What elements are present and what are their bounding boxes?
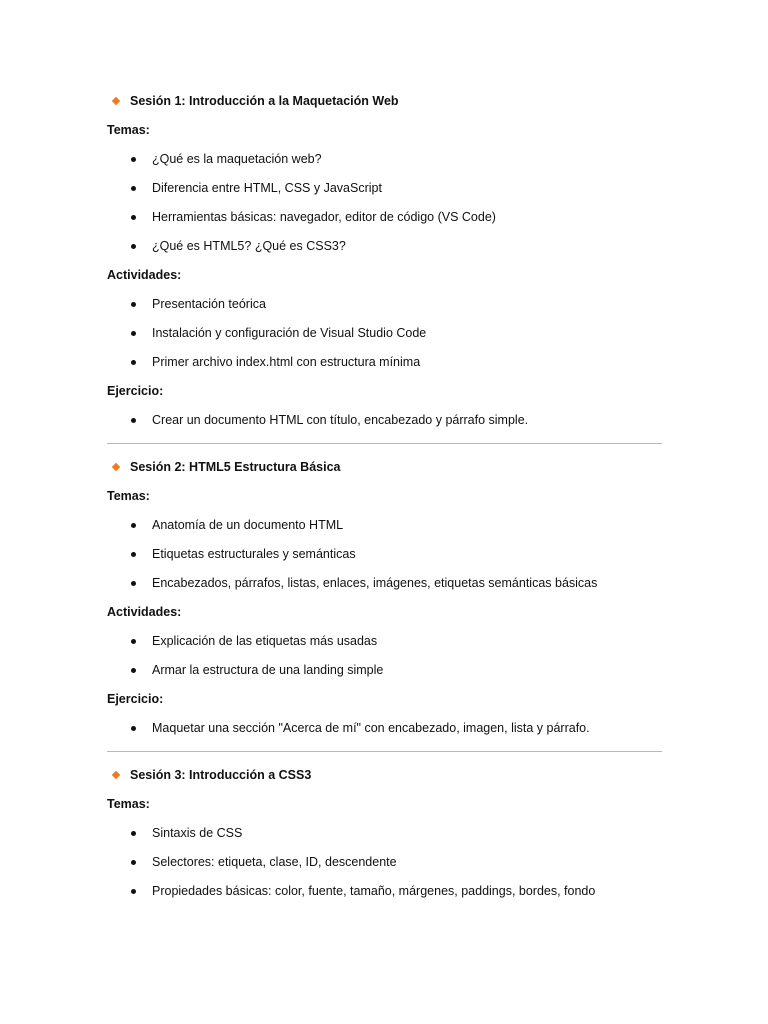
list-item-text: Encabezados, párrafos, listas, enlaces, imágenes, etiquetas semánticas básicas	[152, 576, 598, 590]
list-item	[107, 514, 662, 536]
bullet-icon	[131, 418, 136, 423]
bullet-icon	[131, 668, 136, 673]
list-item-text: Herramientas básicas: navegador, editor de código (VS Code)	[152, 210, 496, 224]
temas-label: Temas:	[107, 123, 150, 137]
bullet-icon	[131, 186, 136, 191]
list-item-text: Primer archivo index.html con estructura mínima	[152, 355, 421, 369]
actividades-label: Actividades:	[107, 268, 182, 282]
list-item	[107, 822, 662, 844]
ejercicio-label: Ejercicio:	[107, 692, 164, 706]
list-item	[107, 235, 662, 257]
document-content	[107, 90, 662, 909]
list-item-text: Crear un documento HTML con título, encabezado y párrafo simple.	[152, 413, 529, 427]
list-item	[107, 351, 662, 373]
list-item-text: Explicación de las etiquetas más usadas	[152, 634, 378, 648]
session-2	[107, 456, 662, 739]
session-title-text: Sesión 1: Introducción a la Maquetación Web	[130, 94, 399, 108]
list-item	[107, 409, 662, 431]
list-item-text: Maquetar una sección "Acerca de mí" con encabezado, imagen, lista y párrafo.	[152, 721, 590, 735]
list-item	[107, 148, 662, 170]
session-title	[107, 764, 662, 786]
session-title-text: Sesión 3: Introducción a CSS3	[130, 768, 312, 782]
list-item	[107, 851, 662, 873]
temas-label: Temas:	[107, 489, 150, 503]
list-item	[107, 177, 662, 199]
ejercicio-list	[107, 409, 662, 431]
list-item	[107, 630, 662, 652]
bullet-icon	[131, 889, 136, 894]
section-divider	[107, 751, 662, 752]
bullet-icon	[131, 215, 136, 220]
list-item	[107, 717, 662, 739]
actividades-label: Actividades:	[107, 605, 182, 619]
list-item	[107, 322, 662, 344]
bullet-icon	[131, 244, 136, 249]
session-1	[107, 90, 662, 431]
list-item-text: Etiquetas estructurales y semánticas	[152, 547, 356, 561]
list-item-text: ¿Qué es HTML5? ¿Qué es CSS3?	[152, 239, 346, 253]
bullet-icon	[131, 639, 136, 644]
diamond-icon	[112, 463, 120, 471]
diamond-icon	[112, 771, 120, 779]
list-item	[107, 206, 662, 228]
list-item	[107, 543, 662, 565]
bullet-icon	[131, 860, 136, 865]
session-title	[107, 456, 662, 478]
ejercicio-list	[107, 717, 662, 739]
actividades-list	[107, 293, 662, 373]
list-item-text: Diferencia entre HTML, CSS y JavaScript	[152, 181, 382, 195]
bullet-icon	[131, 157, 136, 162]
session-title	[107, 90, 662, 112]
list-item	[107, 293, 662, 315]
list-item-text: Sintaxis de CSS	[152, 826, 243, 840]
temas-list	[107, 148, 662, 257]
bullet-icon	[131, 581, 136, 586]
list-item-text: Propiedades básicas: color, fuente, tamaño, márgenes, paddings, bordes, fondo	[152, 884, 596, 898]
session-3	[107, 764, 662, 902]
bullet-icon	[131, 523, 136, 528]
bullet-icon	[131, 331, 136, 336]
actividades-list	[107, 630, 662, 681]
bullet-icon	[131, 831, 136, 836]
bullet-icon	[131, 302, 136, 307]
session-title-text: Sesión 2: HTML5 Estructura Básica	[130, 460, 341, 474]
section-divider	[107, 443, 662, 444]
diamond-icon	[112, 97, 120, 105]
list-item-text: Anatomía de un documento HTML	[152, 518, 344, 532]
temas-list	[107, 822, 662, 902]
bullet-icon	[131, 360, 136, 365]
bullet-icon	[131, 726, 136, 731]
list-item	[107, 572, 662, 594]
temas-label: Temas:	[107, 797, 150, 811]
list-item-text: Armar la estructura de una landing simple	[152, 663, 384, 677]
list-item-text: Selectores: etiqueta, clase, ID, descendente	[152, 855, 397, 869]
ejercicio-label: Ejercicio:	[107, 384, 164, 398]
list-item-text: ¿Qué es la maquetación web?	[152, 152, 322, 166]
temas-list	[107, 514, 662, 594]
list-item	[107, 659, 662, 681]
list-item	[107, 880, 662, 902]
list-item-text: Presentación teórica	[152, 297, 266, 311]
bullet-icon	[131, 552, 136, 557]
list-item-text: Instalación y configuración de Visual Studio Code	[152, 326, 427, 340]
